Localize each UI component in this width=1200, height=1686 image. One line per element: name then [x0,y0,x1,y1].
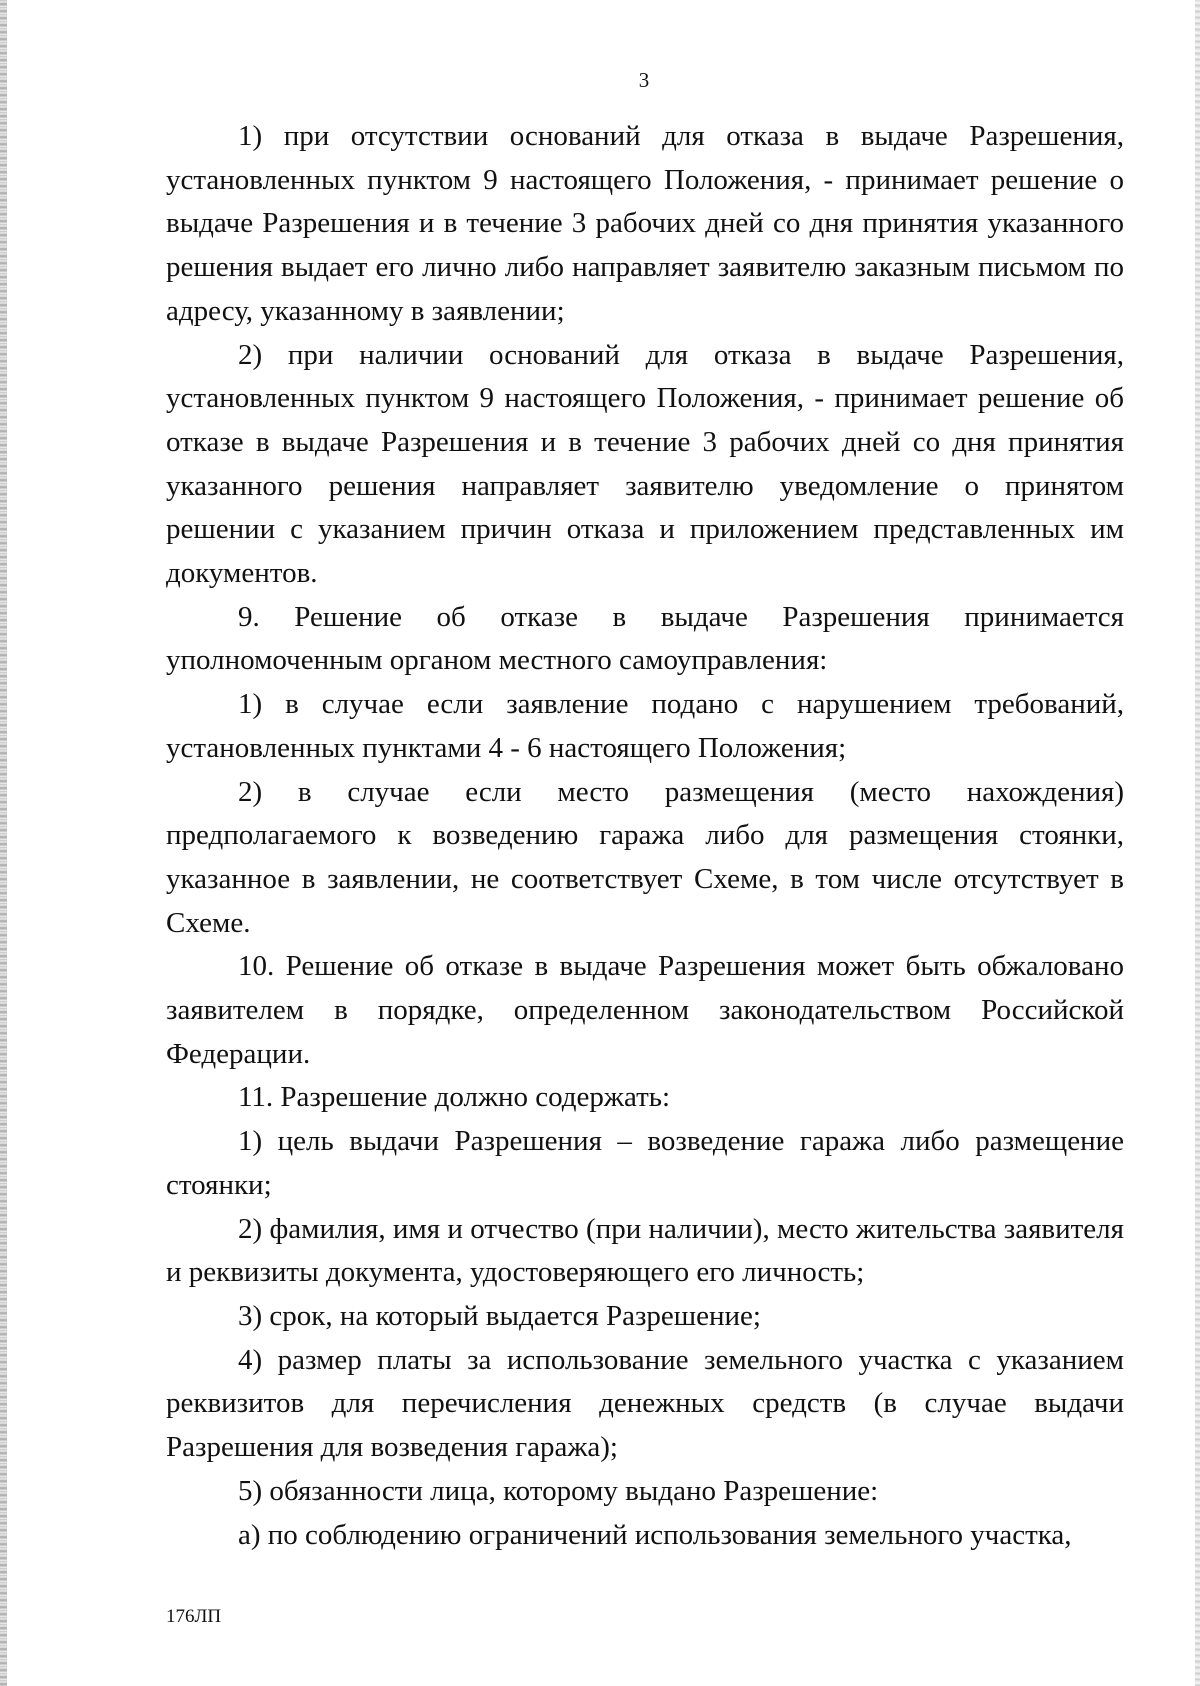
paragraph-item-11-3: 3) срок, на который выдается Разрешение; [238,1299,761,1332]
scan-edge-left [0,0,7,1686]
page-number: 3 [638,68,650,92]
paragraph-clause-9: 9. Решение об отказе в выдаче Разрешения принимается уполномоченным органом местного самоуправления: [166,600,1124,677]
paragraph-item-8-2: 2) при наличии оснований для отказа в выдаче Разрешения, установленных пунктом 9 настоящего Положения, - принимает решение об отказе в выдаче Разрешения и в течение 3 рабочих дней со дня принятия указанного решения направляет заявителю уведомление о принятом решении с указанием причин отказа и приложением представленных им документов. [166,338,1124,590]
paragraph-item-8-1: 1) при отсутствии оснований для отказа в выдаче Разрешения, установленных пунктом 9 настоящего Положения, - принимает решение о выдаче Разрешения и в течение 3 рабочих дней со дня принятия указанного решения выдает его лично либо направляет заявителю заказным письмом по адресу, указанному в заявлении; [166,120,1124,327]
paragraph-item-11-5-a: а) по соблюдению ограничений использования земельного участка, [238,1518,1072,1551]
paragraph-item-9-1: 1) в случае если заявление подано с нарушением требований, установленных пунктами 4 - 6 настоящего Положения; [166,688,1124,764]
paragraph-item-11-1: 1) цель выдачи Разрешения – возведение гаража либо размещение стоянки; [166,1125,1124,1201]
footer-document-code: 176ЛП [166,1606,222,1627]
scan-edge-right [1195,0,1200,1686]
paragraph-item-11-5: 5) обязанности лица, которому выдано Разрешение: [238,1474,879,1507]
paragraph-item-11-2: 2) фамилия, имя и отчество (при наличии), место жительства заявителя и реквизиты документа, удостоверяющего его личность; [166,1212,1124,1289]
paragraph-clause-10: 10. Решение об отказе в выдаче Разрешения может быть обжаловано заявителем в порядке, определенном законодательством Российской Федерации. [166,950,1124,1070]
paragraph-item-9-2: 2) в случае если место размещения (место нахождения) предполагаемого к возведению гаража либо для размещения стоянки, указанное в заявлении, не соответствует Схеме, в том числе отсутствует в Схеме. [166,775,1124,939]
paragraph-clause-11: 11. Разрешение должно содержать: [238,1081,671,1114]
paragraph-item-11-4: 4) размер платы за использование земельного участка с указанием реквизитов для перечисления денежных средств (в случае выдачи Разрешения для возведения гаража); [166,1343,1124,1464]
document-body [166,115,1124,1557]
